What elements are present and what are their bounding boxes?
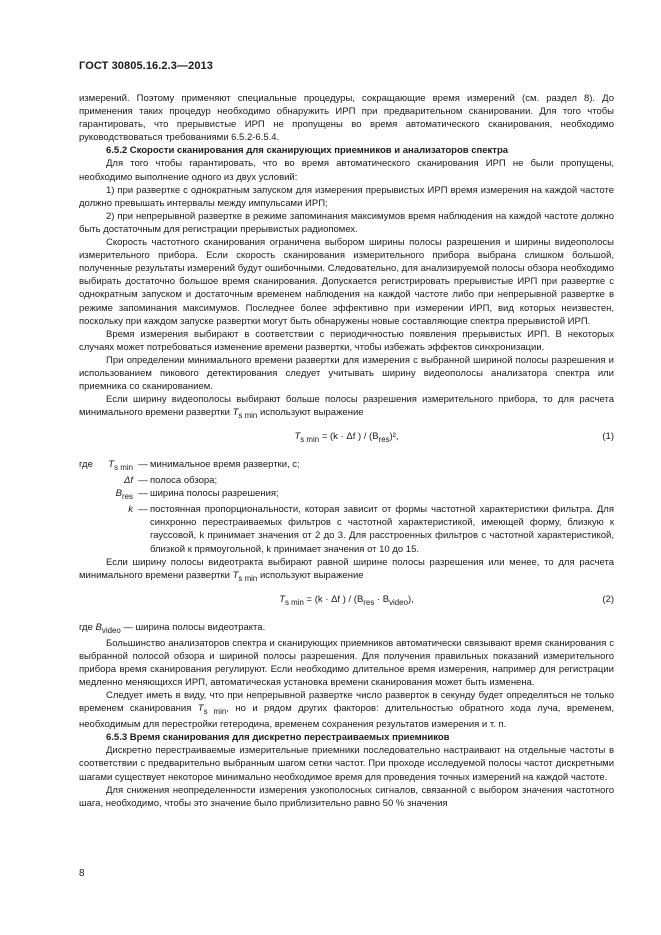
dash: — bbox=[138, 459, 148, 471]
symbol-subscript: s min bbox=[203, 707, 227, 717]
formula-subscript: res bbox=[363, 597, 375, 607]
paragraph: Время измерения выбирают в соответствии с периодичностью появления прерывистых ИРП. В некоторых случаях может потребоваться изменение времени развертки, чтобы избежать эффектов синхронизации. bbox=[79, 328, 614, 353]
formula-subscript: video bbox=[389, 597, 408, 607]
paragraph bbox=[79, 689, 614, 731]
paragraph-text: используют выражение bbox=[259, 407, 364, 419]
paragraph-text: Если ширину видеополосы выбирают больше полосы разрешения измерительного прибора, то для расчета минимального времени развертки bbox=[79, 394, 614, 419]
formula-1 bbox=[79, 430, 614, 446]
paragraph: Для того чтобы гарантировать, что во время автоматического сканирования ИРП не были пропущены, необходимо выполнение одного из двух условий: bbox=[79, 158, 614, 183]
formula-text: ), bbox=[407, 593, 414, 605]
where-word: где bbox=[79, 459, 93, 471]
paragraph: Скорость частотного сканирования ограничена выбором ширины полосы разрешения и ширины видеополосы измерительного прибора. Если скорость сканирования измерительного прибора выбрана слишком большой, полученные результаты измерений будут ошибочными. Следовательно, для анализируемой полосы обзора необходимо выбирать достаточно большое время сканирования. Допускается регистрировать прерывистые ИРП при развертке с однократным запуском и достаточным временем наблюдения на каждой частоте либо при непрерывной развертке в режиме запоминания максимумов. Последнее более эффективно при измерении ИРП, вид которых неизвестен, поскольку при каждом запуске развертки могут быть обнаружены новые составляющие спектра прерывистой ИРП. bbox=[79, 237, 614, 327]
symbol-subscript: s min bbox=[238, 411, 258, 421]
symbol: T bbox=[197, 703, 204, 715]
formula-subscript: res bbox=[378, 435, 390, 445]
formula-text: · B bbox=[374, 593, 390, 605]
formula-symbol: T bbox=[294, 431, 301, 443]
page-number: 8 bbox=[79, 868, 85, 879]
formula-number: (2) bbox=[602, 593, 614, 605]
dash: — bbox=[138, 475, 148, 487]
dash: — bbox=[138, 488, 148, 500]
symbol-subscript: s min bbox=[238, 573, 258, 583]
where-definition: полоса обзора; bbox=[150, 475, 218, 487]
symbol: T bbox=[232, 407, 239, 419]
document-header: ГОСТ 30805.16.2.3—2013 bbox=[79, 60, 213, 72]
paragraph-text: используют выражение bbox=[259, 569, 364, 581]
symbol-subscript: video bbox=[101, 625, 121, 635]
formula-text: )², bbox=[389, 431, 399, 443]
list-item: 2) при непрерывной развертке в режиме запоминания максимумов время наблюдения на каждой частоте должно быть достаточным для регистрации прерывистых радиопомех. bbox=[79, 210, 614, 235]
where-list-1 bbox=[79, 458, 614, 555]
where-definition: минимальное время развертки, с; bbox=[150, 459, 300, 471]
paragraph-text: , но и рядом других факторов: длительностью обратного хода луча, временем, необходимым для перестройки гетеродина, временем сохранения результатов измерения и т. п. bbox=[79, 703, 614, 731]
formula-subscript: s min bbox=[300, 435, 320, 445]
symbol: B bbox=[115, 488, 123, 500]
symbol: Δf bbox=[123, 475, 133, 487]
formula-subscript: s min bbox=[285, 597, 304, 607]
paragraph bbox=[79, 393, 614, 422]
paragraph: измерений. Поэтому применяют специальные процедуры, сокращающие время измерений (см. раздел 8). До применения таких процедур необходимо обнаружить ИРП при предварительном сканировании. Для того чтобы гарантировать, что прерывистые ИРП не пропущены во время автоматического сканирования, необходимо руководствоваться требованиями 6.5.2-6.5.4. bbox=[79, 93, 614, 144]
paragraph bbox=[79, 556, 614, 585]
where-symbol bbox=[79, 503, 136, 555]
formula-symbol: T bbox=[279, 593, 286, 605]
where-definition: ширина полосы разрешения; bbox=[150, 488, 279, 500]
document-body bbox=[79, 92, 614, 810]
formula-text: = (k · Δf ) / (B bbox=[306, 593, 364, 605]
symbol-subscript: s min bbox=[114, 463, 133, 473]
symbol: k bbox=[128, 504, 133, 516]
where-definition: ширина полосы видеотракта. bbox=[135, 621, 266, 633]
symbol: B bbox=[95, 621, 102, 633]
paragraph-text: Следует иметь в виду, что при непрерывной развертке число разверток в секунду будет определяться не только временем сканирования bbox=[79, 690, 614, 715]
symbol: T bbox=[108, 459, 115, 471]
paragraph: Для снижения неопределенности измерения узкополосных сигналов, связанной с выбором значения частотного шага, необходимо, чтобы это значение было приблизительно равно 50 % значения bbox=[79, 784, 614, 809]
formula-text: = (k · Δf ) / (B bbox=[321, 431, 379, 443]
formula-number: (1) bbox=[602, 431, 614, 443]
formula-expression bbox=[79, 593, 574, 609]
where-symbol bbox=[79, 474, 136, 487]
paragraph: Дискретно перестраиваемые измерительные приемники последовательно настраивают на отдельные частоты в соответствии с предварительно выбранным шагом сетки частот. При проходе исследуемой полосы частот дискретными шагами существует некоторое минимально необходимое время для проведения точных измерений на каждой частоте. bbox=[79, 745, 614, 783]
paragraph: При определении минимального времени развертки для измерения с выбранной шириной полосы разрешения и использованием пикового детектирования следует учитывать ширину видеополосы анализатора спектра или приемника со сканированием. bbox=[79, 354, 614, 393]
formula-2 bbox=[79, 593, 614, 609]
where-symbol bbox=[79, 458, 136, 474]
formula-expression bbox=[79, 430, 574, 446]
list-item: 1) при развертке с однократным запуском для измерения прерывистых ИРП время измерения на каждой частоте должно превышать интервалы между импульсами ИРП; bbox=[79, 184, 614, 209]
paragraph-text: Если ширину полосы видеотракта выбирают равной ширине полосы разрешения или менее, то для расчета минимального времени развертки bbox=[79, 556, 614, 581]
where-definition: постоянная пропорциональности, которая зависит от формы частотной характеристики фильтра. Для синхронно перестраиваемых фильтров с частотной характеристикой, имеющей форму, близкую к гауссовой, k принимает значения от 2 до 3. Для расстроенных фильтров с частотной характеристикой, близкой к прямоугольной, k принимает значения от 10 до 15. bbox=[150, 504, 614, 555]
section-heading-6-5-3: 6.5.3 Время сканирования для дискретно перестраиваемых приемников bbox=[106, 732, 450, 744]
dash: — bbox=[138, 504, 148, 516]
where-line-2 bbox=[79, 621, 614, 637]
where-word: где bbox=[79, 621, 93, 633]
paragraph: Большинство анализаторов спектра и сканирующих приемников автоматически связывают время сканирования с выбранной полосой обзора и шириной полосы разрешения. Для получения правильных показаний измерительного прибора время сканирования регулируют. Если необходимо длительное время измерения, например для регистрации медленно меняющихся ИРП, автоматическая установка времени сканирования может быть изменена. bbox=[79, 637, 614, 688]
section-heading-6-5-2: 6.5.2 Скорости сканирования для сканирующих приемников и анализаторов спектра bbox=[106, 145, 509, 157]
where-symbol bbox=[79, 487, 136, 503]
symbol-subscript: res bbox=[122, 492, 133, 502]
symbol: T bbox=[232, 569, 239, 581]
dash: — bbox=[123, 621, 133, 633]
